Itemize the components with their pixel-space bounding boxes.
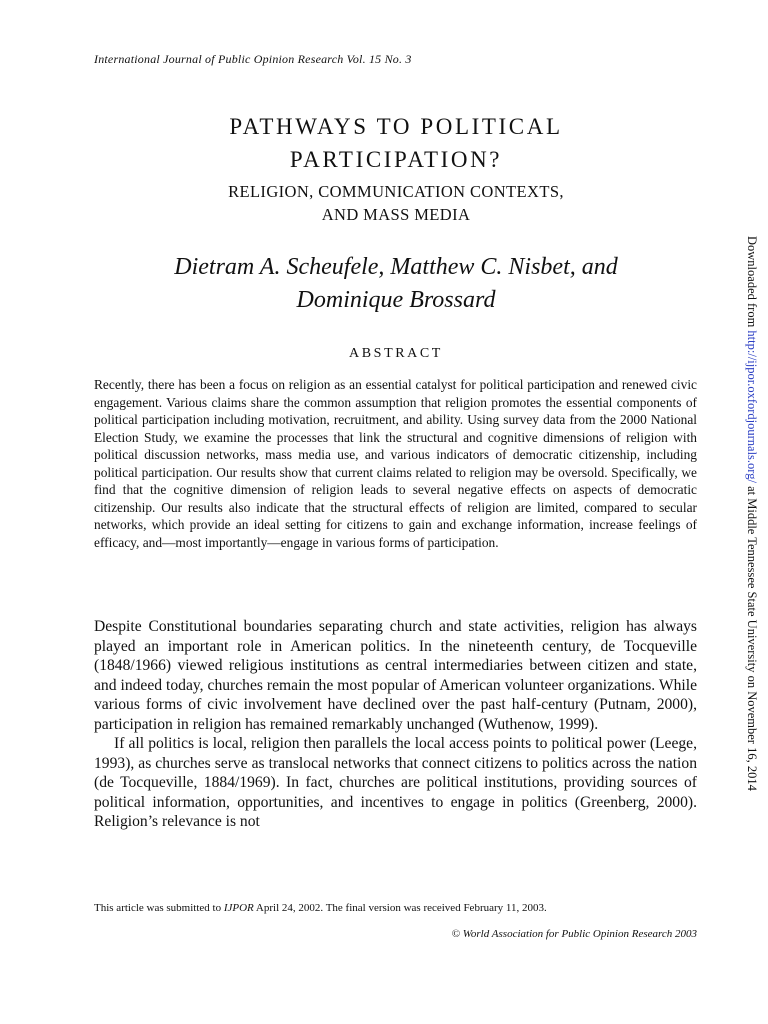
author-list	[94, 251, 698, 317]
watermark-prefix: Downloaded from	[745, 236, 759, 331]
abstract-heading: ABSTRACT	[349, 346, 443, 361]
authors-line2: Dominique Brossard	[296, 287, 496, 313]
footnote-prefix: This article was submitted to	[94, 902, 224, 914]
footnote-suffix: April 24, 2002. The final version was received February 11, 2003.	[253, 902, 547, 914]
watermark-suffix: at Middle Tennessee State University on November 16, 2014	[745, 482, 759, 791]
footnote-journal-abbrev: IJPOR	[223, 902, 254, 914]
article-subtitle-line1: RELIGION, COMMUNICATION CONTEXTS,	[228, 182, 564, 201]
article-subtitle-line2: AND MASS MEDIA	[321, 205, 471, 224]
authors-line1: Dietram A. Scheufele, Matthew C. Nisbet, and	[174, 254, 618, 280]
body-paragraph-2: If all politics is local, religion then parallels the local access points to political power (Leege, 1993), as churches serve as translocal networks that connect citizens to politics across the nation (de Tocqueville, 1884/1969). In fact, churches are political institutions, providing sources of political information, opportunities, and incentives to engage in politics (Greenberg, 2000). Religion’s relevance is not	[94, 735, 697, 830]
journal-header: International Journal of Public Opinion Research Vol. 15 No. 3	[94, 52, 412, 66]
submission-footnote	[94, 902, 547, 914]
watermark-link[interactable]: http://ijpor.oxfordjournals.org/	[745, 330, 759, 483]
article-subtitle	[94, 180, 698, 226]
copyright-notice: © World Association for Public Opinion Research 2003	[451, 928, 697, 940]
article-title	[94, 110, 698, 176]
abstract-text: Recently, there has been a focus on religion as an essential catalyst for political participation and renewed civic engagement. Various claims share the common assumption that religion promotes the essential components of political participation including motivation, recruitment, and ability. Using survey data from the 2000 National Election Study, we examine the processes that link the structural and cognitive dimensions of religion with political discussion networks, mass media use, and various indicators of democratic citizenship, including political participation. Our results show that current claims related to religion may be oversold. Specifically, we find that the cognitive dimension of religion leads to several negative effects on aspects of democratic citizenship. Our results also indicate that the structural effects of religion are limited, compared to secular networks, which provide an ideal setting for citizens to gain and exchange information, increase feelings of efficacy, and—most importantly—engage in various forms of participation.	[94, 377, 697, 550]
article-body	[94, 617, 697, 832]
article-title-line1: PATHWAYS TO POLITICAL	[229, 114, 563, 139]
body-paragraph-1: Despite Constitutional boundaries separating church and state activities, religion has always played an important role in American politics. In the nineteenth century, de Tocqueville (1848/1966) viewed religious institutions as central intermediaries between citizen and state, and indeed today, churches remain the most popular of American volunteer organizations. While various forms of civic involvement have declined over the past half-century (Putnam, 2000), participation in religion has remained remarkably unchanged (Wuthenow, 1999).	[94, 618, 697, 733]
article-title-line2: PARTICIPATION?	[289, 147, 503, 172]
download-watermark	[744, 236, 759, 791]
